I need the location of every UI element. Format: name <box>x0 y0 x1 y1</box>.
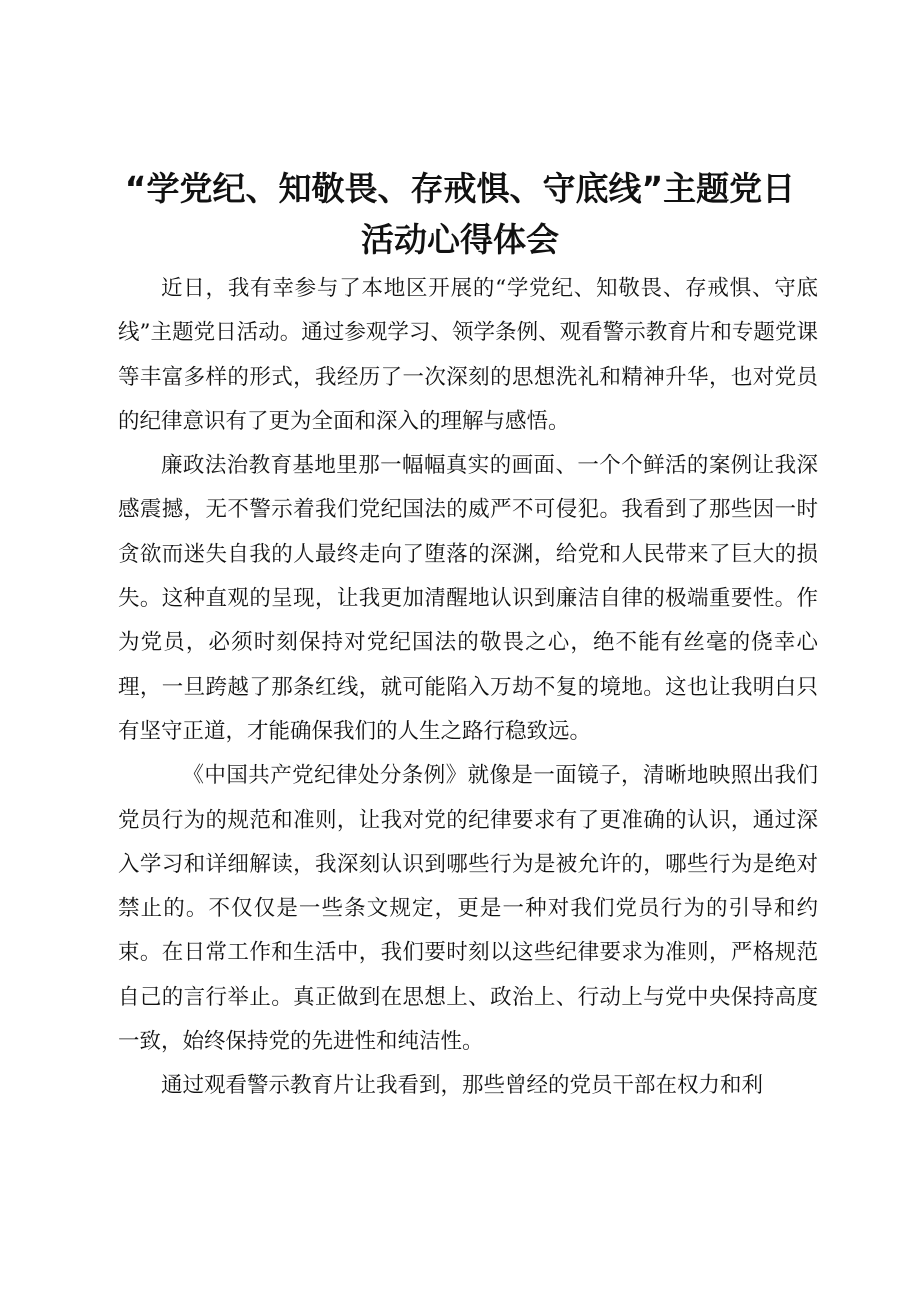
document-body <box>118 267 818 1109</box>
paragraph-2: 廉政法治教育基地里那一幅幅真实的画面、一个个鲜活的案例让我深感震撼，无不警示着我们党纪国法的威严不可侵犯。我看到了那些因一时贪欲而迷失自我的人最终走向了堕落的深渊，给党和人民带来了巨大的损失。这种直观的呈现，让我更加清醒地认识到廉洁自律的极端重要性。作为党员，必须时刻保持对党纪国法的敬畏之心，绝不能有丝毫的侥幸心理，一旦跨越了那条红线，就可能陷入万劫不复的境地。这也让我明白只有坚守正道，才能确保我们的人生之路行稳致远。 <box>118 453 818 744</box>
paragraph-1: 近日，我有幸参与了本地区开展的“学党纪、知敬畏、存戒惧、守底线”主题党日活动。通过参观学习、领学条例、观看警示教育片和专题党课等丰富多样的形式，我经历了一次深刻的思想洗礼和精神升华，也对党员的纪律意识有了更为全面和深入的理解与感悟。 <box>118 276 818 434</box>
paragraph-4: 通过观看警示教育片让我看到，那些曾经的党员干部在权力和利 <box>161 1073 764 1099</box>
document-title-line-1: “学党纪、知敬畏、存戒惧、守底线”主题党日 <box>124 169 796 208</box>
paragraph-3: 《中国共产党纪律处分条例》就像是一面镜子，清晰地映照出我们党员行为的规范和准则，让我对党的纪律要求有了更准确的认识，通过深入学习和详细解读，我深刻认识到哪些行为是被允许的，哪些行为是绝对禁止的。不仅仅是一些条文规定，更是一种对我们党员行为的引导和约束。在日常工作和生活中，我们要时刻以这些纪律要求为准则，严格规范自己的言行举止。真正做到在思想上、政治上、行动上与党中央保持高度一致，始终保持党的先进性和纯洁性。 <box>118 763 818 1055</box>
document-title-line-2: 活动心得体会 <box>361 220 559 259</box>
